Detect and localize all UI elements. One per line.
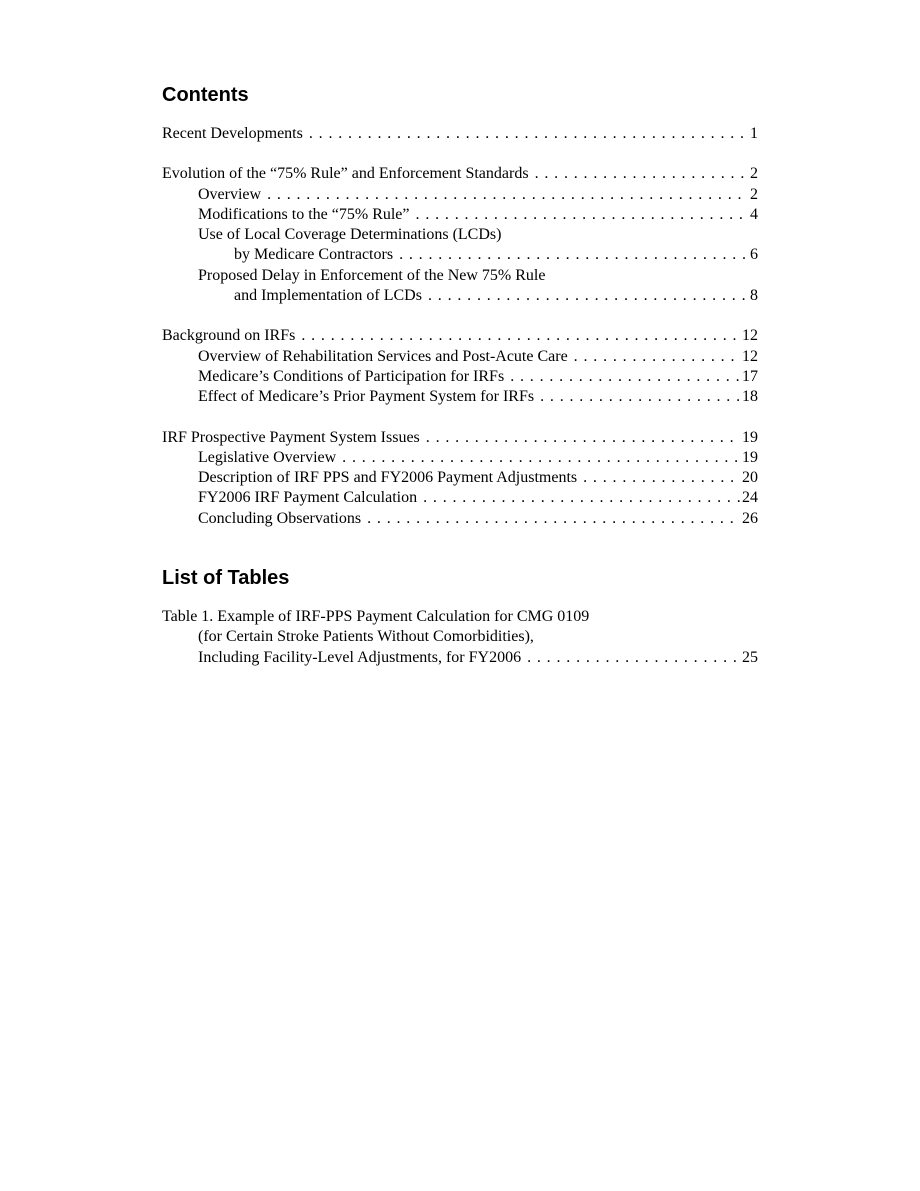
table-list-entry-title: Table 1. Example of IRF-PPS Payment Calculation for CMG 0109: [162, 608, 590, 626]
dot-leader: [301, 326, 740, 346]
contents-heading: Contents: [162, 84, 249, 106]
dot-leader: [367, 509, 740, 529]
toc-entry[interactable]: [162, 488, 758, 508]
toc-entry-title: Overview of Rehabilitation Services and Post-Acute Care: [198, 347, 568, 365]
table-list-page-number: 25: [742, 648, 758, 666]
toc-page-number: 20: [742, 469, 758, 487]
table-list-entry[interactable]: [162, 648, 758, 668]
toc-entry[interactable]: [162, 509, 758, 529]
toc-entry[interactable]: [162, 225, 758, 245]
toc-entry[interactable]: [162, 387, 758, 407]
toc-entry[interactable]: [162, 164, 758, 184]
dot-leader: [399, 245, 748, 265]
toc-entry-title: Recent Developments: [162, 125, 303, 142]
dot-leader: [574, 347, 740, 367]
toc-page-number: 17: [742, 367, 758, 385]
toc-entry-title: Effect of Medicare’s Prior Payment System for IRFs: [198, 388, 535, 406]
toc-entry[interactable]: [162, 124, 758, 144]
toc-page-number: 18: [742, 388, 758, 406]
toc-entry-title: Description of IRF PPS and FY2006 Payment Adjustments: [198, 469, 578, 487]
table-list-entry[interactable]: [162, 627, 758, 647]
dot-leader: [416, 205, 748, 225]
toc-page-number: 12: [742, 347, 758, 365]
table-of-contents: [162, 124, 758, 529]
toc-entry-title: FY2006 IRF Payment Calculation: [198, 489, 418, 507]
toc-entry[interactable]: [162, 326, 758, 346]
toc-entry-title: Overview: [198, 185, 262, 203]
toc-page-number: 19: [742, 448, 758, 466]
dot-leader: [510, 367, 740, 387]
toc-entry-title: IRF Prospective Payment System Issues: [162, 428, 420, 446]
dot-leader: [426, 428, 740, 448]
document-page: [162, 82, 758, 688]
table-list-group: [162, 607, 758, 668]
toc-page-number: 4: [750, 205, 758, 223]
toc-group: [162, 124, 758, 144]
toc-entry[interactable]: [162, 448, 758, 468]
toc-entry[interactable]: [162, 245, 758, 265]
toc-entry-title: and Implementation of LCDs: [234, 287, 422, 305]
toc-page-number: 12: [742, 327, 758, 345]
dot-leader: [423, 488, 740, 508]
toc-entry[interactable]: [162, 468, 758, 488]
dot-leader: [540, 387, 740, 407]
toc-page-number: 6: [750, 246, 758, 264]
toc-page-number: 8: [750, 287, 758, 305]
toc-entry-title: Background on IRFs: [162, 327, 296, 345]
toc-page-number: 2: [750, 185, 758, 203]
dot-leader: [428, 286, 748, 306]
toc-entry[interactable]: [162, 266, 758, 286]
toc-entry[interactable]: [162, 185, 758, 205]
toc-entry-title: Proposed Delay in Enforcement of the New 75% Rule: [198, 266, 546, 284]
toc-entry-title: by Medicare Contractors: [234, 246, 394, 264]
toc-group: [162, 428, 758, 529]
table-list-entry[interactable]: [162, 607, 758, 627]
dot-leader: [583, 468, 740, 488]
toc-page-number: 26: [742, 509, 758, 527]
toc-entry-title: Medicare’s Conditions of Participation for IRFs: [198, 367, 505, 385]
toc-entry-title: Legislative Overview: [198, 448, 337, 466]
dot-leader: [535, 164, 748, 184]
toc-page-number: 2: [750, 165, 758, 183]
toc-entry[interactable]: [162, 367, 758, 387]
toc-entry-title: Modifications to the “75% Rule”: [198, 205, 410, 223]
toc-group: [162, 164, 758, 306]
table-list-entry-title: (for Certain Stroke Patients Without Comorbidities),: [198, 628, 534, 646]
toc-group: [162, 326, 758, 407]
toc-entry[interactable]: [162, 205, 758, 225]
toc-page-number: 1: [750, 125, 758, 142]
dot-leader: [342, 448, 740, 468]
toc-page-number: 19: [742, 428, 758, 446]
list-of-tables: [162, 607, 758, 668]
toc-entry[interactable]: [162, 347, 758, 367]
toc-entry-title: Concluding Observations: [198, 509, 362, 527]
table-list-entry-title: Including Facility-Level Adjustments, for FY2006: [198, 648, 522, 666]
list-of-tables-heading: List of Tables: [162, 567, 290, 590]
dot-leader: [309, 124, 748, 144]
toc-page-number: 24: [742, 489, 758, 507]
toc-entry-title: Use of Local Coverage Determinations (LCDs): [198, 226, 502, 244]
toc-entry[interactable]: [162, 428, 758, 448]
toc-entry-title: Evolution of the “75% Rule” and Enforcement Standards: [162, 165, 529, 183]
dot-leader: [527, 648, 740, 668]
dot-leader: [267, 185, 748, 205]
toc-entry[interactable]: [162, 286, 758, 306]
